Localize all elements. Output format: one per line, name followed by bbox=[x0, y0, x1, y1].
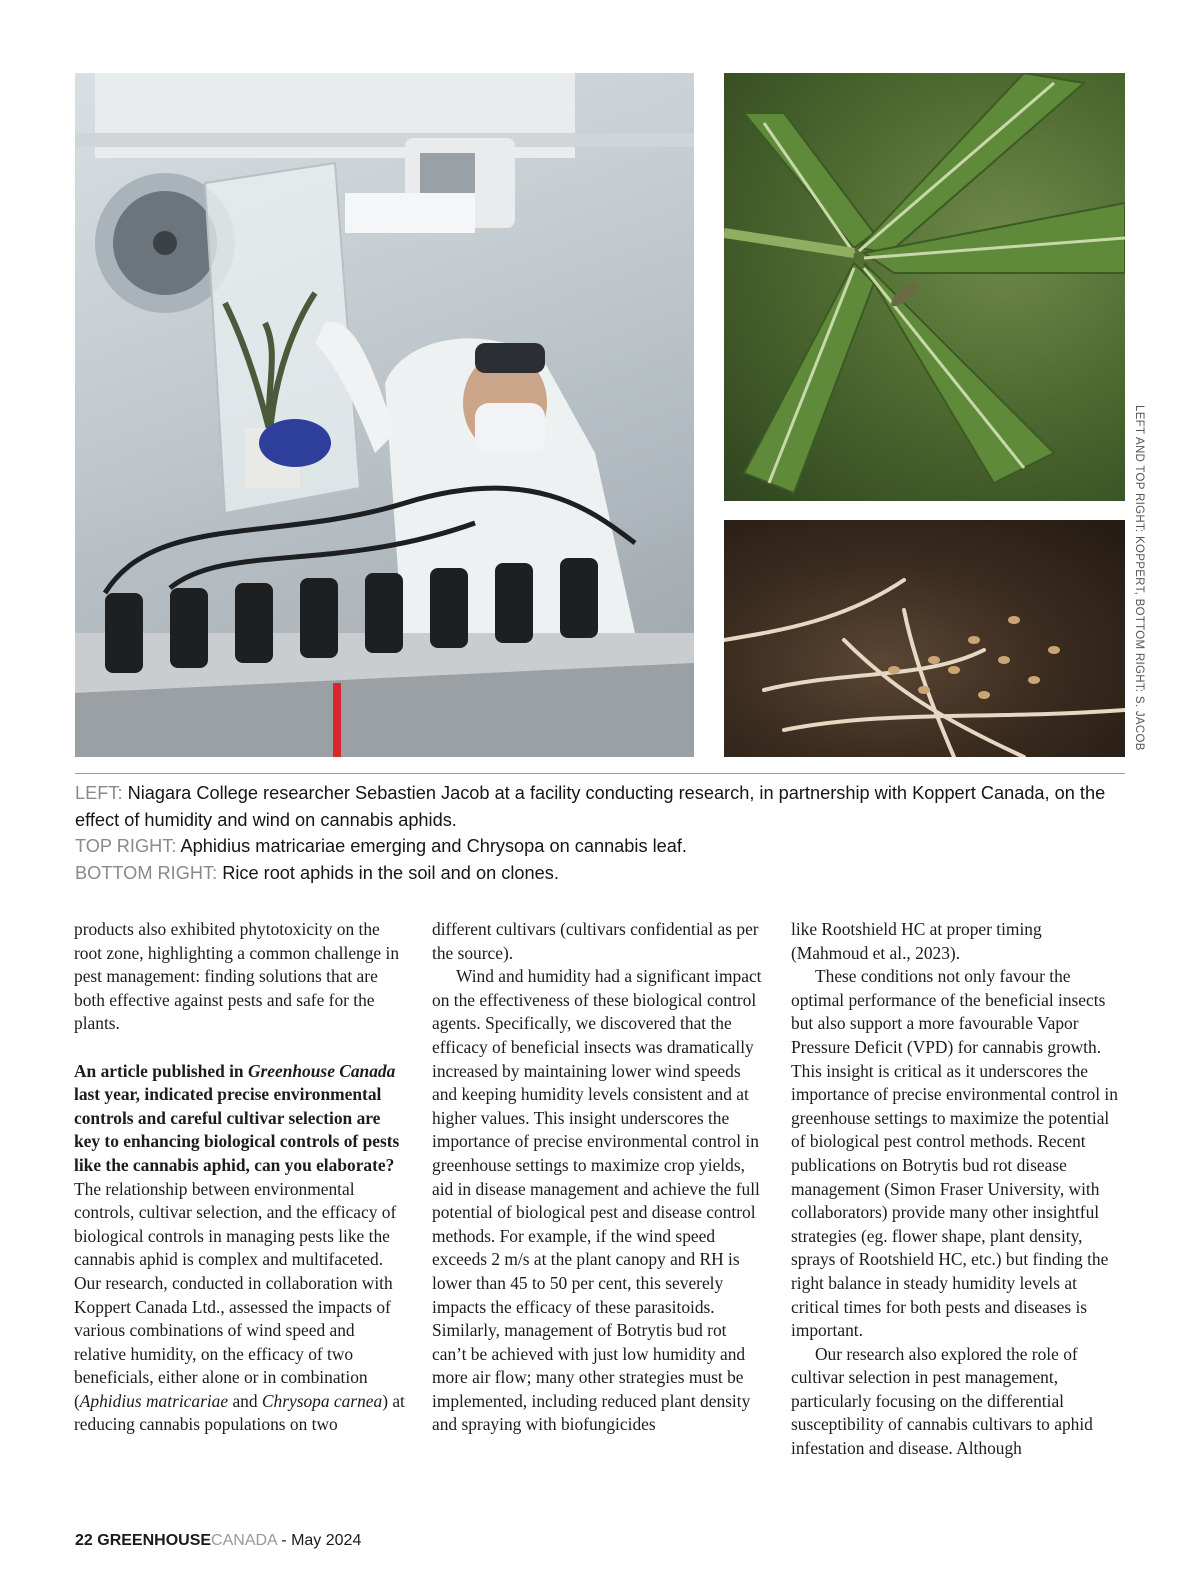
cannabis-leaf-illustration bbox=[724, 73, 1125, 501]
caption-top-right: TOP RIGHT: Aphidius matricariae emerging and Chrysopa on cannabis leaf. bbox=[75, 836, 687, 856]
paragraph: These conditions not only favour the optimal performance of the beneficial insects but also support a more favourable Vapor Pressure Deficit (VPD) for cannabis growth. This insight is critical as it underscores the importance of precise environmental control in greenhouse settings to maximize the potential of biological pest control methods. Recent publications on Botrytis bud rot disease management (Simon Fraser University, with collaborators) provide many other insightful strategies (eg. flower shape, plant density, sprays of Rootshield HC, etc.) but finding the right balance in steady humidity levels at critical times for both pests and diseases is important. bbox=[791, 966, 1118, 1341]
publication-name: GREENHOUSE bbox=[97, 1532, 212, 1549]
interview-question: An article published in Greenhouse Canada last year, indicated precise environmental controls and careful cultivar selection are key to enhancing biological controls of pests like the cannabis aphid, can you elaborate? bbox=[74, 1060, 400, 1175]
article-column-2 bbox=[432, 918, 764, 1437]
researcher-lab-illustration bbox=[75, 73, 694, 757]
researcher-lab-photo bbox=[75, 73, 694, 757]
paragraph: The relationship between environmental controls, cultivar selection, and the efficacy of biological controls in managing pests like the cannabis aphid is complex and multifaceted. Our research, conducted in collaboration with Koppert Canada Ltd., assessed the impacts of various combinations of wind speed and relative humidity, on the efficacy of two beneficials, either alone or in combination (Aphidius matricariae and Chrysopa carnea) at reducing cannabis populations on two bbox=[74, 1178, 405, 1435]
page-number: 22 bbox=[75, 1532, 93, 1549]
issue-date: - May 2024 bbox=[281, 1532, 362, 1549]
photo-captions bbox=[75, 780, 1125, 886]
root-aphids-illustration bbox=[724, 520, 1125, 757]
cannabis-leaf-photo bbox=[724, 73, 1125, 501]
article-column-1 bbox=[74, 918, 406, 1437]
paragraph: like Rootshield HC at proper timing (Mahmoud et al., 2023). bbox=[791, 919, 1042, 963]
photo-credit: LEFT AND TOP RIGHT: KOPPERT, BOTTOM RIGHT: S. JACOB bbox=[1133, 405, 1145, 751]
caption-divider bbox=[75, 773, 1125, 774]
caption-bottom-right: BOTTOM RIGHT: Rice root aphids in the soil and on clones. bbox=[75, 862, 559, 883]
page-footer bbox=[75, 1532, 361, 1550]
paragraph: products also exhibited phytotoxicity on the root zone, highlighting a common challenge in pest management: finding solutions that are both effective against pests and safe for the plants. bbox=[74, 919, 400, 1034]
article-column-3 bbox=[791, 918, 1123, 1461]
paragraph: different cultivars (cultivars confidential as per the source). bbox=[432, 919, 759, 963]
paragraph: Wind and humidity had a significant impact on the effectiveness of these biological control agents. Specifically, we discovered that the efficacy of beneficial insects was dramatically increased by maintaining lower wind speeds and keeping humidity levels consistent and at higher values. This insight underscores the importance of precise environmental control in greenhouse settings to maximize crop yields, aid in disease management and achieve the full potential of biological pest and disease control methods. For example, if the wind speed exceeds 2 m/s at the plant canopy and RH is lower than 45 to 50 per cent, this severely impacts the efficacy of these parasitoids. Similarly, management of Botrytis bud rot can’t be achieved with just low humidity and more air flow; many other strategies must be implemented, including reduced plant density and spraying with biofungicides bbox=[432, 966, 762, 1435]
caption-left: LEFT: Niagara College researcher Sebastien Jacob at a facility conducting research, in partnership with Koppert Canada, on the effect of humidity and wind on cannabis aphids. bbox=[75, 783, 1106, 830]
publication-name-2: CANADA bbox=[211, 1532, 277, 1549]
root-aphids-photo bbox=[724, 520, 1125, 757]
paragraph: Our research also explored the role of cultivar selection in pest management, particularly focusing on the differential susceptibility of cannabis cultivars to aphid infestation and disease. Although bbox=[791, 1343, 1093, 1459]
